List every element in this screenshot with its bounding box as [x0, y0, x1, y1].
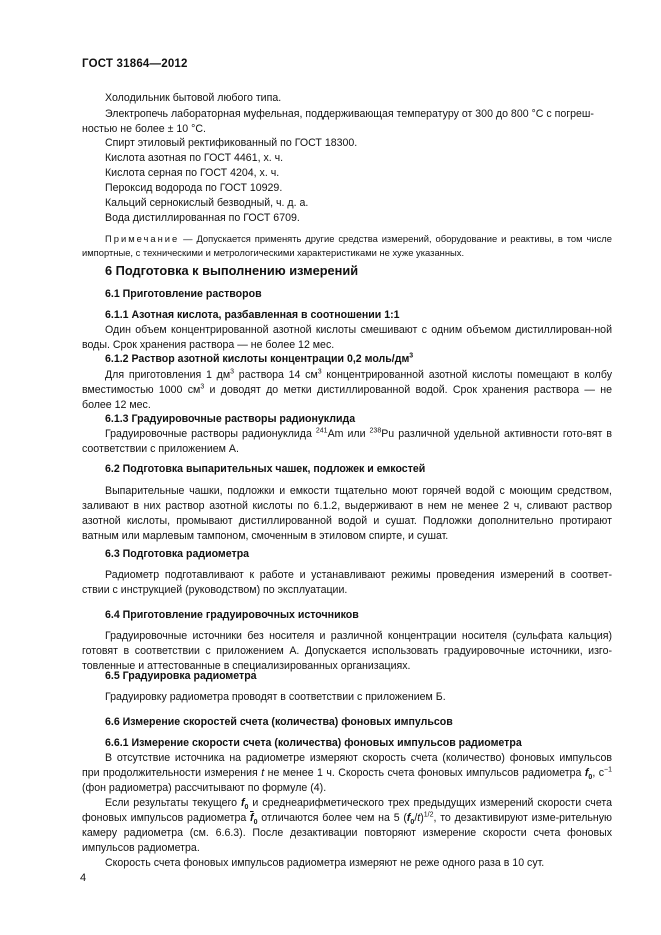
- var-f: f: [406, 812, 411, 824]
- paragraph: Скорость счета фоновых импульсов радиометра измеряют не реже одного раза в 10 сут.: [105, 857, 545, 869]
- var-t: t: [417, 812, 421, 824]
- subscript: 0: [244, 804, 249, 812]
- equipment-line: Кислота азотная по ГОСТ 4461, х. ч.: [105, 152, 284, 164]
- document-header: ГОСТ 31864—2012: [82, 58, 188, 70]
- subscript: 0: [588, 774, 593, 782]
- equipment-line: Пероксид водорода по ГОСТ 10929.: [105, 182, 283, 194]
- text: концентрированной азотной кислоты помещают в колбу вместимостью 1000 см: [82, 369, 612, 396]
- var-f: f: [241, 797, 245, 809]
- paragraph: Градуировочные источники без носителя и различной концентрации носителя (сульфата кальция) готовят в соответствии с приложением А. Допускается использовать градуировочные источники, изго-товленные и аттестованные в специализированных организациях.: [82, 630, 612, 672]
- equipment-line: Вода дистиллированная по ГОСТ 6709.: [105, 212, 300, 224]
- equipment-line: Кислота серная по ГОСТ 4204, х. ч.: [105, 167, 280, 179]
- subsection-heading: [105, 353, 413, 365]
- text: Для приготовления 1 дм: [105, 369, 231, 381]
- paragraph: Градуировку радиометра проводят в соответствии с приложением Б.: [105, 691, 446, 703]
- var-f-mean: $\overline{f}$: [250, 812, 254, 824]
- paragraph: [82, 751, 612, 796]
- text: или: [343, 428, 370, 440]
- equipment-line: Спирт этиловый ректификованный по ГОСТ 18300.: [105, 137, 358, 149]
- subscript: 0: [253, 819, 258, 827]
- section-title: 6 Подготовка к выполнению измерений: [105, 263, 359, 278]
- text: /: [414, 812, 418, 824]
- paragraph: Выпарительные чашки, подложки и емкости тщательно моют горячей водой с моющим средством, заливают в них раствор азотной кислоты по 6.1.2, выдерживают в нем не менее 2 ч, сливают раствор азотной кислоты, промывают дистиллированной водой и сушат. Подложки дополнительно протирают ватным или марлевым тампоном, смоченным в этиловом спирте, и сушат.: [82, 485, 612, 542]
- text: не менее 1 ч. Скорость счета фоновых импульсов радиометра: [264, 767, 585, 779]
- text: ): [420, 812, 424, 824]
- note-label: Примечание: [105, 233, 180, 244]
- text: , то дезактивируют изме-рительную камеру радиометра (см. 6.6.3). После дезактивации повторяют измерение скорости счета фоновых импульсов радиометра.: [82, 812, 612, 854]
- text: Если результаты текущего: [105, 797, 241, 809]
- text: и доводят до метки дистиллированной водой. Срок хранения раствора — не более 12 мес.: [82, 384, 613, 411]
- subsection-heading: 6.1 Приготовление растворов: [105, 288, 262, 300]
- equipment-line: Холодильник бытовой любого типа.: [105, 92, 282, 104]
- subsection-heading: 6.4 Приготовление градуировочных источников: [105, 609, 359, 621]
- var-t: t: [261, 767, 265, 779]
- superscript: 3: [317, 368, 322, 376]
- text: В отсутствие источника на радиометре измеряют скорость счета (количество) фоновых импульсов при продолжительности измерения: [82, 752, 612, 779]
- text: отличаются более чем на 5 (: [257, 812, 407, 824]
- paragraph: Радиометр подготавливают к работе и устанавливают режимы проведения измерений в соответ-ствии с инструкцией (руководством) по эксплуатации.: [82, 569, 612, 596]
- text: различной удельной активности гото-вят в соответствии с приложением А.: [82, 428, 612, 455]
- subsection-heading: 6.1.1 Азотная кислота, разбавленная в соотношении 1:1: [105, 309, 400, 321]
- superscript: 3: [200, 383, 205, 391]
- paragraph: [82, 427, 612, 457]
- subsection-heading: 6.2 Подготовка выпарительных чашек, подложек и емкостей: [105, 463, 426, 475]
- superscript: 3: [409, 352, 414, 360]
- text: (фон радиометра) рассчитывают по формуле (4).: [82, 782, 327, 794]
- page-number: 4: [80, 872, 87, 884]
- paragraph: [82, 368, 612, 413]
- text: Градуировочные растворы радионуклида: [105, 428, 316, 440]
- note-text: — Допускается применять другие средства измерений, оборудование и реактивы, в том числе импортные, с техническими и метрологическими характеристиками не хуже указанных.: [82, 233, 612, 258]
- equipment-line: Кальций сернокислый безводный, ч. д. а.: [105, 197, 309, 209]
- note: [82, 232, 612, 259]
- text: Am: [327, 428, 344, 440]
- text: и среднеарифметического трех предыдущих измерений скорости счета фоновых импульсов радиометра: [82, 797, 612, 824]
- text: , с: [592, 767, 605, 779]
- subsection-heading: 6.6.1 Измерение скорости счета (количества) фоновых импульсов радиометра: [105, 737, 522, 749]
- superscript: 241: [315, 427, 328, 435]
- var-f: f: [584, 767, 589, 779]
- subsection-heading: 6.6 Измерение скоростей счета (количества) фоновых импульсов: [105, 716, 453, 728]
- equipment-line: ностью не более ± 10 °С.: [82, 123, 206, 135]
- superscript: 1/2: [423, 811, 434, 819]
- paragraph: Один объем концентрированной азотной кислоты смешивают с одним объемом дистиллирован-ной воды. Срок хранения раствора — не более 12 мес.: [82, 324, 612, 351]
- superscript: 3: [230, 368, 235, 376]
- paragraph: [82, 796, 612, 856]
- superscript: 238: [369, 427, 382, 435]
- subsection-heading: 6.3 Подготовка радиометра: [105, 548, 250, 560]
- superscript: −1: [604, 766, 612, 774]
- subsection-heading: 6.5 Градуировка радиометра: [105, 670, 257, 682]
- equipment-line: Электропечь лабораторная муфельная, поддерживающая температуру от 300 до 800 °С с погреш-: [105, 108, 594, 120]
- text: Pu: [381, 428, 395, 440]
- heading-text: 6.1.2 Раствор азотной кислоты концентрации 0,2 моль/дм: [105, 353, 410, 365]
- text: раствора 14 см: [234, 369, 318, 381]
- subsection-heading: 6.1.3 Градуировочные растворы радионуклида: [105, 413, 356, 425]
- subscript: 0: [410, 819, 415, 827]
